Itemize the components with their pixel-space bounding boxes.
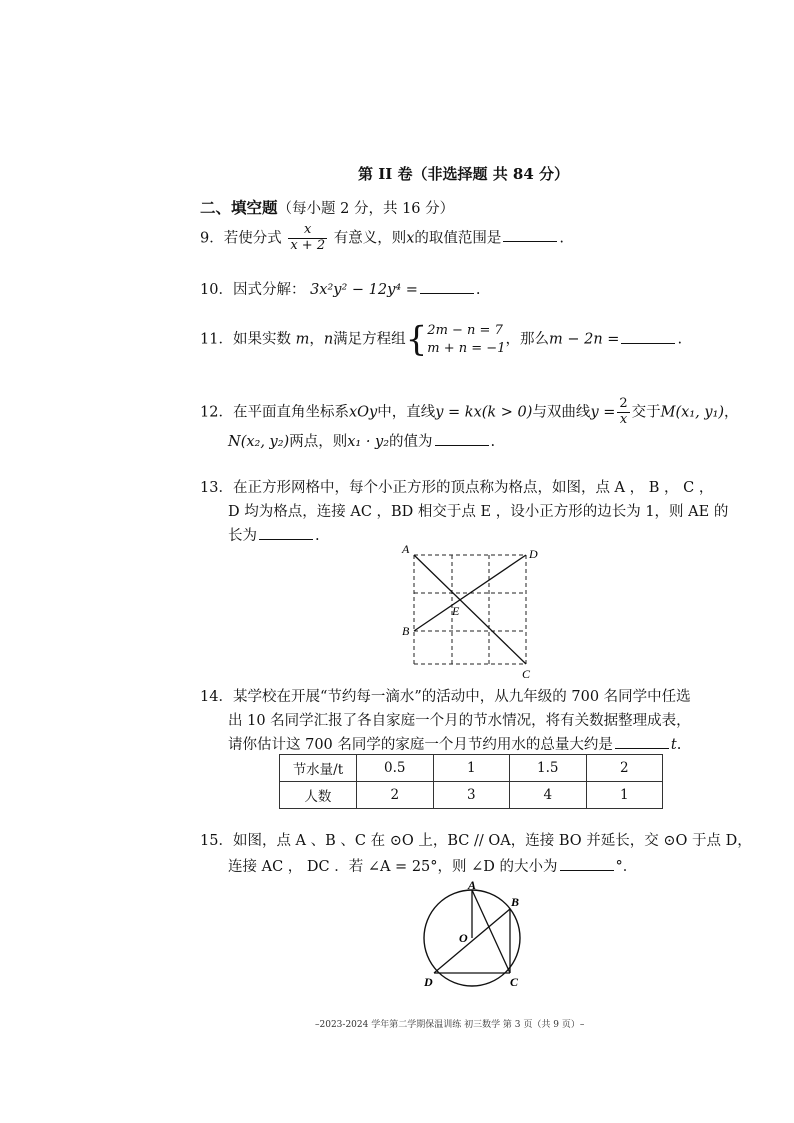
table-cell: 2 — [586, 755, 662, 782]
q11-var-m: m — [295, 331, 310, 348]
q9-fraction — [288, 223, 327, 254]
q13-line-3-wrap — [228, 524, 320, 545]
question-11 — [200, 319, 683, 360]
q15-line-2-wrap — [228, 855, 637, 876]
q13-end: . — [315, 528, 320, 544]
q14-line-3: 请你估计这 700 名同学的家庭一个月节约用水的总量大约是 — [228, 737, 613, 753]
q12-point-n: N(x₂, y₂) — [228, 434, 290, 450]
q11-sep: ， — [309, 331, 324, 348]
question-10 — [200, 278, 480, 299]
answer-blank[interactable] — [621, 329, 675, 344]
label-o: O — [459, 931, 468, 945]
question-number: 14． — [200, 689, 233, 705]
table-cell: 人数 — [280, 782, 357, 809]
system-brace: { — [405, 319, 428, 360]
q14-line-1: 某学校在开展“节约每一滴水”的活动中，从九年级的 700 名同学中任选 — [232, 689, 691, 705]
label-d: D — [424, 975, 433, 989]
section-note: （每小题 2 分，共 16 分） — [277, 201, 455, 217]
label-a: A — [402, 542, 410, 556]
question-number: 9． — [200, 230, 224, 247]
question-13 — [200, 476, 713, 497]
q11-expression: m − 2n = — [548, 331, 620, 348]
question-number: 12． — [200, 404, 233, 421]
equation-system — [427, 322, 505, 357]
question-number: 13． — [200, 480, 233, 496]
table-cell: 4 — [509, 782, 586, 809]
label-d: D — [529, 547, 538, 561]
segment-ac — [414, 555, 526, 664]
equation-1: 2m − n = 7 — [427, 323, 503, 338]
q12-text-c: 与双曲线 — [532, 404, 591, 421]
section-header — [200, 196, 454, 218]
q11-mid: 满足方程组 — [333, 331, 406, 348]
q12-text-b: 中，直线 — [377, 404, 436, 421]
label-e: E — [452, 604, 460, 618]
q14-end: . — [676, 737, 682, 753]
table-cell: 3 — [433, 782, 509, 809]
table-cell: 2 — [356, 782, 433, 809]
q12-hyperbola-lhs: y = — [590, 404, 616, 421]
label-b: B — [402, 624, 410, 638]
grid-figure — [396, 542, 546, 682]
q12-comma: ， — [724, 404, 739, 421]
label-a: A — [468, 880, 477, 892]
q9-post: 的取值范围是 — [414, 230, 502, 247]
q10-end: . — [475, 282, 481, 298]
q14-line-3-wrap — [228, 733, 681, 754]
circle-figure — [410, 880, 545, 995]
q12-xoy: xOy — [348, 404, 378, 421]
table-cell: 1 — [586, 782, 662, 809]
page-footer: –2023-2024 学年第二学期保温训练 初三数学 第 3 页（共 9 页）– — [315, 1020, 585, 1030]
q10-expression: 3x²y² − 12y⁴ = — [310, 282, 418, 298]
q12-fraction — [617, 397, 629, 428]
table-cell: 0.5 — [356, 755, 433, 782]
water-saving-table — [279, 754, 663, 809]
q13-line-3: 长为 — [228, 528, 257, 544]
question-15 — [200, 829, 752, 850]
q14-line-2: 出 10 名同学汇报了各自家庭一个月的节水情况，将有关数据整理成表， — [228, 713, 691, 729]
q9-var: x — [406, 230, 415, 247]
q11-var-n: n — [323, 331, 334, 348]
label-b: B — [511, 895, 520, 909]
q15-end: °． — [615, 859, 638, 875]
q12-line-equation: y = kx(k > 0) — [435, 404, 533, 421]
label-c: C — [522, 667, 531, 681]
question-14 — [200, 685, 691, 706]
q14-unit: t — [670, 737, 677, 753]
answer-blank[interactable] — [503, 227, 557, 242]
answer-blank[interactable] — [615, 734, 669, 749]
answer-blank[interactable] — [435, 431, 489, 446]
question-number: 10． — [200, 282, 233, 298]
answer-blank[interactable] — [420, 279, 474, 294]
q10-pre: 因式分解： — [232, 282, 306, 298]
label-c: C — [510, 975, 519, 989]
q11-post: ，那么 — [505, 331, 549, 348]
table-cell: 1 — [433, 755, 509, 782]
question-9 — [200, 223, 564, 254]
question-12 — [200, 397, 739, 428]
q12-product: x₁ · y₂ — [347, 434, 390, 450]
q12-text-f: 的值为 — [389, 434, 433, 450]
q9-end: . — [559, 230, 565, 247]
q12-text-d: 交于 — [631, 404, 661, 421]
q12-point-m: M(x₁, y₁) — [660, 404, 725, 421]
table-row — [280, 782, 663, 809]
section-name: 二、填空题 — [200, 198, 278, 217]
question-number: 15． — [200, 833, 233, 849]
question-12-line-2 — [228, 430, 495, 451]
q11-end: . — [677, 331, 683, 348]
q12-text-a: 在平面直角坐标系 — [232, 404, 349, 421]
fraction-numerator: x — [288, 223, 327, 239]
q9-mid: 有意义，则 — [333, 230, 407, 247]
table-cell: 1.5 — [509, 755, 586, 782]
table-row — [280, 755, 663, 782]
part-title: 第 II 卷（非选择题 共 84 分） — [358, 165, 570, 183]
q12-text-e: 两点，则 — [289, 434, 348, 450]
fraction-denominator: x — [619, 411, 628, 427]
fraction-numerator: 2 — [619, 396, 628, 411]
q15-line-2: 连接 AC ， DC ．若 ∠A = 25°，则 ∠D 的大小为 — [228, 859, 558, 875]
q12-end: . — [490, 434, 496, 450]
q11-pre: 如果实数 — [232, 331, 291, 348]
question-number: 11． — [200, 331, 233, 348]
q13-line-1: 在正方形网格中，每个小正方形的顶点称为格点，如图，点 A ， B ， C ， — [232, 480, 714, 496]
equation-2: m + n = −1 — [427, 340, 506, 356]
fraction-denominator: x + 2 — [290, 237, 326, 253]
q15-line-1: 如图，点 A 、B 、C 在 ⊙O 上，BC // OA，连接 BO 并延长，交 ⊙O 于点 D， — [232, 833, 752, 849]
q9-pre: 若使分式 — [223, 230, 282, 247]
answer-blank[interactable] — [259, 525, 313, 540]
answer-blank[interactable] — [560, 856, 614, 871]
table-cell: 节水量/t — [280, 755, 357, 782]
q13-line-2: D 均为格点，连接 AC ，BD 相交于点 E ，设小正方形的边长为 1，则 AE 的 — [228, 504, 729, 520]
